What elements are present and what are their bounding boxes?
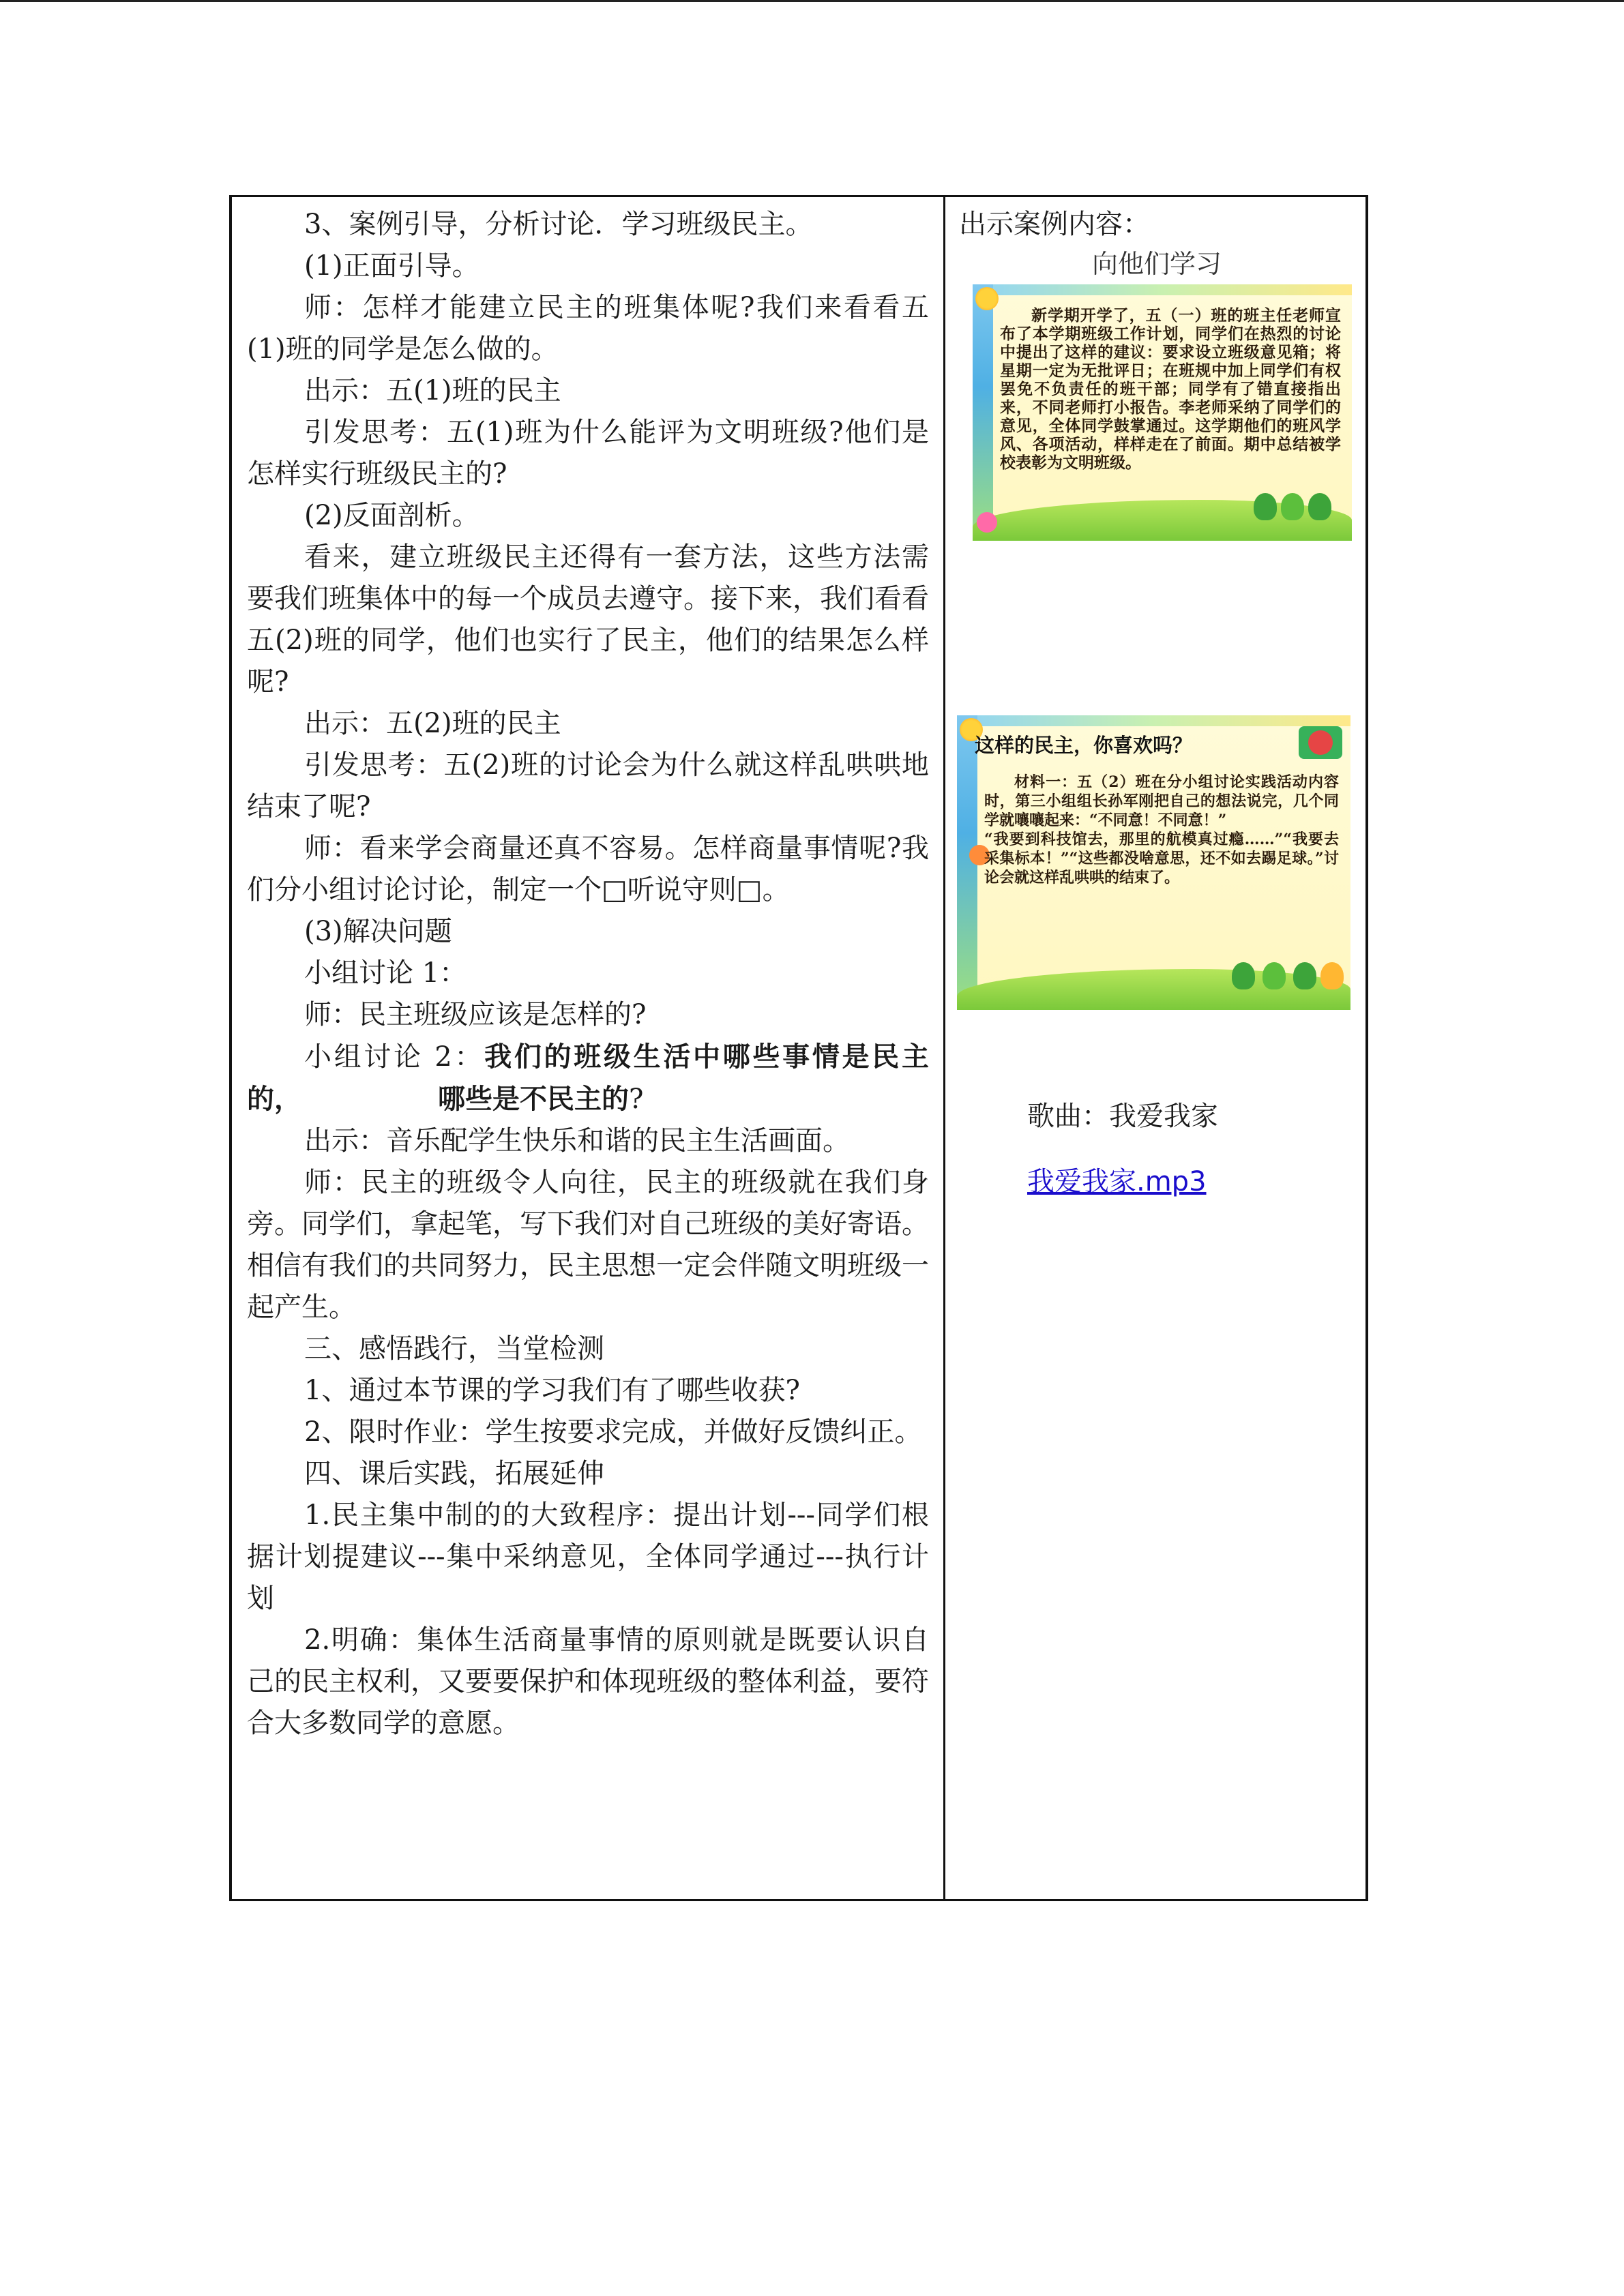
slide-border [973,284,1352,295]
media-column [959,204,1355,1197]
paragraph: 师：怎样才能建立民主的班集体呢?我们来看看五(1)班的同学是怎么做的。 [247,292,929,365]
paragraph: 小组讨论 1： [304,957,467,989]
case-slide-class-1 [973,284,1352,541]
case-slide-class-2 [957,715,1350,1010]
tree-icon [1281,493,1304,520]
discussion-2-suffix: ? [629,1084,644,1115]
paragraph: 2、限时作业：学生按要求完成，并做好反馈纠正。 [304,1416,922,1448]
paragraph: 看来，建立班级民主还得有一套方法，这些方法需要我们班集体中的每一个成员去遵守。接下来，我们看看五(2)班的同学，他们也实行了民主，他们的结果怎么样呢? [247,541,929,698]
flower-icon [977,512,997,533]
sun-icon [975,287,999,310]
slide1-caption: 向他们学习 [1091,249,1222,279]
paragraph: 2.明确：集体生活商量事情的原则就是既要认识自己的民主权利，又要要保护和体现班级的整体利益，要符合大多数同学的意愿。 [247,1624,929,1739]
paragraph: (2)反面剖析。 [304,500,479,531]
slide2-text [984,773,1339,887]
paragraph: 出示：音乐配学生快乐和谐的民主生活画面。 [304,1125,850,1157]
tree-icon [1320,962,1344,989]
tree-icon [1254,493,1277,520]
paragraph: 引发思考：五(1)班为什么能评为文明班级?他们是怎样实行班级民主的? [247,417,929,490]
page-top-rule [0,0,1624,2]
song-file-link[interactable]: 我爱我家.mp3 [1027,1166,1207,1197]
discussion-2-question-b: 哪些是不民主的 [438,1083,629,1115]
tree-icon [1232,962,1255,989]
paragraph: 三、感悟践行，当堂检测 [304,1333,604,1365]
slide2-line-2: “我要到科技馆去，那里的航模真过瘾……”“我要去采集标本！”“这些都没啥意思，还不如去踢足球。”讨论会就这样乱哄哄的结束了。 [984,831,1339,886]
discussion-2-question-a: 我们的班级生活中哪些事情是民主的， [247,1041,929,1115]
paragraph: 1、通过本节课的学习我们有了哪些收获? [304,1375,800,1406]
tree-icon [1308,493,1331,520]
tree-icon [1293,962,1316,989]
lesson-table [229,195,1368,1901]
paragraph: (3)解决问题 [304,916,452,947]
tree-icon [1263,962,1286,989]
paragraph: 3、案例引导，分析讨论．学习班级民主。 [304,209,813,240]
slide-border [957,715,1350,726]
paragraph: (1)正面引导。 [304,250,479,282]
paragraph: 师：民主班级应该是怎样的? [304,999,647,1030]
paragraph: 师：民主的班级令人向往，民主的班级就在我们身旁。同学们，拿起笔，写下我们对自己班级的美好寄语。相信有我们的共同努力，民主思想一定会伴随文明班级一起产生。 [247,1167,929,1323]
slide1-text: 新学期开学了，五（一）班的班主任老师宣布了本学期班级工作计划，同学们在热烈的讨论中提出了这样的建议：要求设立班级意见箱；将星期一定为无批评日；在班规中加上同学们有权罢免不负责任的班干部；同学有了错直接指出来，不同老师打小报告。李老师采纳了同学们的意见，全体同学鼓掌通过。这学期他们的班风学风、各项活动，样样走在了前面。期中总结被学校表彰为文明班级。 [1000,306,1341,472]
slide-border [973,284,993,541]
slide2-title: 这样的民主，你喜欢吗？ [975,734,1193,757]
cartoon-face-icon [1299,726,1342,759]
grass-decoration [957,969,1350,1010]
column-divider [943,197,945,1899]
song-label: 歌曲：我爱我家 [1027,1101,1218,1132]
case-title: 出示案例内容： [959,209,1150,240]
discussion-2-prefix: 小组讨论 2： [304,1041,485,1073]
discussion-2-paragraph [247,1036,929,1120]
paragraph: 引发思考：五(2)班的讨论会为什么就这样乱哄哄地结束了呢? [247,749,929,822]
paragraph: 师：看来学会商量还真不容易。怎样商量事情呢?我们分小组讨论讨论，制定一个□听说守则□。 [247,833,929,906]
paragraph: 1.民主集中制的的大致程序：提出计划---同学们根据计划提建议---集中采纳意见，全体同学通过---执行计划 [247,1500,929,1614]
lesson-procedure-column [247,204,929,1744]
slide2-line-1: 材料一：五（2）班在分小组讨论实践活动内容时，第三小组组长孙军刚把自己的想法说完，几个同学就嚷嚷起来：“不同意！不同意！” [984,773,1339,829]
paragraph: 四、课后实践，拓展延伸 [304,1458,604,1489]
paragraph: 出示：五(2)班的民主 [304,708,561,739]
paragraph: 出示：五(1)班的民主 [304,375,561,406]
face-icon [1308,730,1333,755]
